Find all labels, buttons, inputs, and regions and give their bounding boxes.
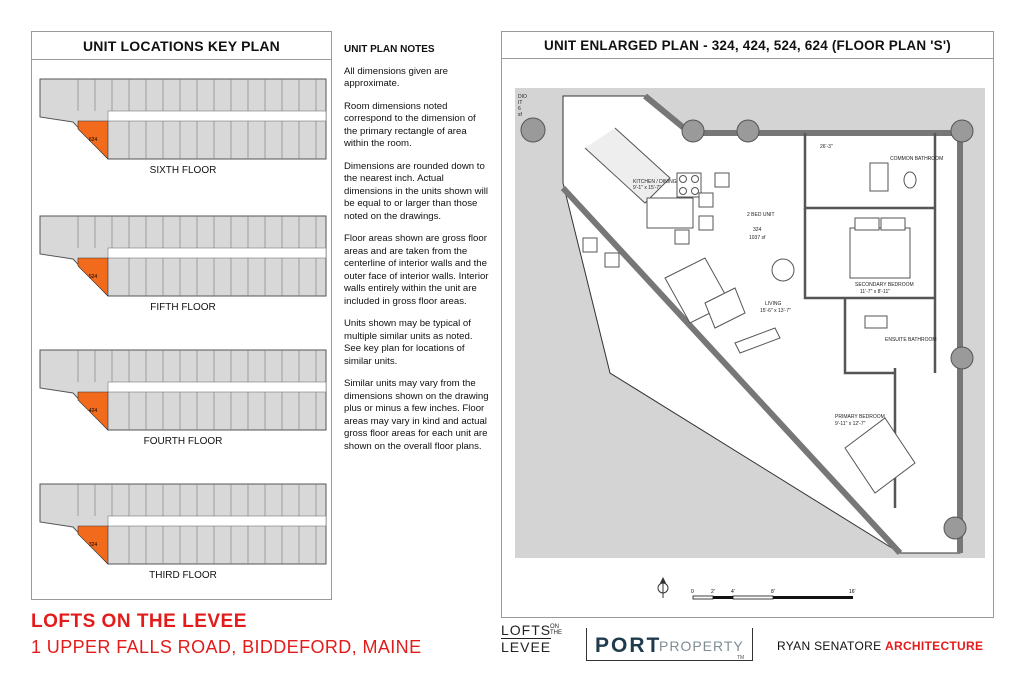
kitchen-dim: 9'-1" x 15'-7": [633, 185, 661, 191]
unit-number: 324: [753, 227, 762, 233]
architect-credit: [777, 639, 983, 653]
port-logo-word: PORT: [595, 634, 662, 657]
floor-label: FIFTH FLOOR: [150, 302, 216, 313]
key-plan-floor: [38, 214, 328, 313]
note-paragraph: Room dimensions noted correspond to the dimension of the primary rectangle of area within the room.: [344, 100, 476, 149]
primary-label: PRIMARY BEDROOM: [835, 414, 885, 420]
column: [682, 120, 704, 142]
key-plan-title: UNIT LOCATIONS KEY PLAN: [32, 32, 331, 60]
toilet: [904, 172, 916, 188]
enlarged-plan-title: UNIT ENLARGED PLAN - 324, 424, 524, 624 (FLOOR PLAN 'S'): [502, 32, 993, 59]
lofts-logo-on: ON THE: [550, 624, 562, 636]
bathtub: [870, 163, 888, 191]
key-plan-panel: [31, 31, 332, 600]
primary-dim: 9'-11" x 12'-7": [835, 421, 866, 427]
key-plan-floor: [38, 348, 328, 447]
note-paragraph: Similar units may vary from the dimensions shown on the drawing plus or minus a few inches. Floor areas may vary in kind and actual gross floor areas for each unit are shown on the overall floor plans.: [344, 378, 489, 452]
trademark-mark: TM: [737, 655, 745, 661]
key-plan-floor: [38, 77, 328, 176]
property-logo-word: PROPERTY: [659, 638, 744, 654]
floor-plan-thumbnail: [38, 214, 328, 298]
scale-label: 16': [849, 589, 856, 595]
kitchen-label: KITCHEN / DINING: [633, 179, 677, 185]
corridor: [108, 516, 326, 526]
unit-number-label: 524: [88, 274, 98, 280]
column: [951, 347, 973, 369]
edge-text: sf: [518, 112, 522, 118]
floor-label: FOURTH FLOOR: [143, 436, 223, 447]
lofts-logo-top: LOFTS: [501, 622, 552, 638]
unit-number-label: 424: [88, 408, 98, 414]
dining-table: [647, 198, 693, 228]
project-address: 1 UPPER FALLS ROAD, BIDDEFORD, MAINE: [31, 637, 422, 657]
unit-area: 1037 sf: [749, 235, 766, 241]
scale-label: 8': [771, 589, 775, 595]
unit-number-label: 624: [88, 137, 98, 143]
scale-bar: [691, 589, 856, 599]
column: [521, 118, 545, 142]
key-plan-floor: [38, 482, 328, 581]
corridor: [108, 111, 326, 121]
secondary-bed: [850, 228, 910, 278]
note-paragraph: Dimensions are rounded down to the nearest inch. Actual dimensions in the units shown will be equal to or larger than those noted on the drawings.: [344, 160, 488, 222]
lofts-on-the-levee-logo: [501, 622, 563, 658]
note-paragraph: Units shown may be typical of multiple similar units as noted. See key plan for locations of similar units.: [344, 318, 473, 367]
floor-plan-drawing: [515, 88, 985, 608]
scale-label: 0: [691, 589, 694, 595]
corridor: [108, 382, 326, 392]
note-paragraph: All dimensions given are approximate.: [344, 65, 448, 89]
edge-text: IT: [518, 100, 523, 106]
note-paragraph: Floor areas shown are gross floor areas and are taken from the centerline of interior walls and the outer face of interior walls. Interior walls entirely within the unit are included in gross floor areas.: [344, 233, 489, 307]
column: [737, 120, 759, 142]
floor-plan-thumbnail: [38, 348, 328, 432]
unit-plan-notes: [344, 44, 489, 463]
scale-label: 2': [711, 589, 715, 595]
north-arrow-icon: [658, 577, 668, 598]
living-label: LIVING: [765, 301, 782, 307]
corridor: [108, 248, 326, 258]
notes-heading: UNIT PLAN NOTES: [344, 44, 435, 55]
edge-text: DIO: [518, 94, 527, 100]
living-dim: 15'-6" x 13'-7": [760, 308, 791, 314]
column: [944, 517, 966, 539]
dimension-top: 26'-3": [820, 144, 833, 150]
common-bath-label: COMMON BATHROOM: [890, 156, 944, 162]
lofts-logo-bottom: LEVEE: [501, 639, 552, 655]
unit-number-label: 324: [88, 542, 98, 548]
secondary-dim: 11'-7" x 8'-11": [860, 289, 891, 295]
ensuite-label: ENSUITE BATHROOM: [885, 337, 937, 343]
architect-name: RYAN SENATORE: [777, 639, 882, 653]
floor-label: THIRD FLOOR: [149, 570, 217, 581]
edge-text: 6: [518, 106, 521, 112]
floor-label: SIXTH FLOOR: [149, 165, 217, 176]
scale-label: 4': [731, 589, 735, 595]
project-name: LOFTS ON THE LEVEE: [31, 611, 247, 632]
lounge-chair: [772, 259, 794, 281]
floor-plan-thumbnail: [38, 482, 328, 566]
architect-word: ARCHITECTURE: [885, 639, 984, 653]
unit-type: 2 BED UNIT: [747, 212, 775, 218]
column: [951, 120, 973, 142]
floor-plan-thumbnail: [38, 77, 328, 161]
port-property-logo: [586, 628, 753, 661]
vanity: [865, 316, 887, 328]
secondary-label: SECONDARY BEDROOM: [855, 282, 914, 288]
